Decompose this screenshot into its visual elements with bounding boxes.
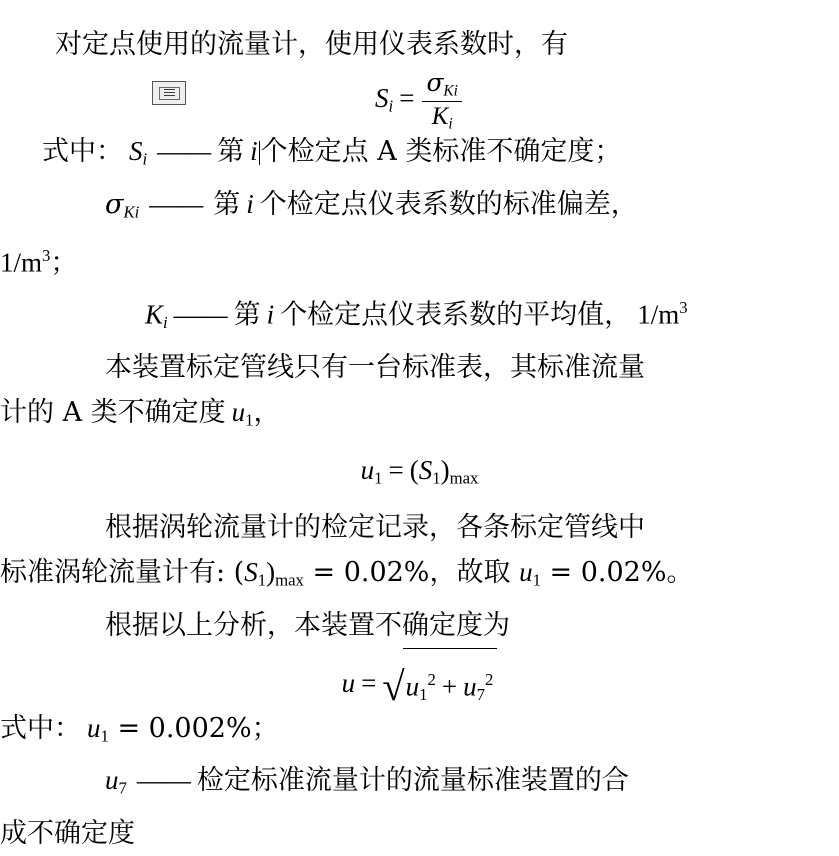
paragraph-5-line-2 <box>0 390 839 443</box>
paragraph-6-u-symbol: u <box>519 557 533 588</box>
paragraph-4-var-i: i <box>266 299 275 330</box>
paragraph-5-text-b-post: ， <box>253 396 281 428</box>
paragraph-10 <box>0 811 839 856</box>
paragraph-8-symbol-sub: 1 <box>100 726 109 746</box>
paragraph-3-text-a: 第 <box>213 188 241 220</box>
paragraph-4-symbol: K <box>145 299 164 330</box>
equation-3 <box>0 648 839 710</box>
equation-1-lhs-sub: i <box>388 96 394 116</box>
paragraph-8-prefix: 式中： <box>0 712 81 744</box>
paragraph-2-prefix: 式中： <box>42 136 123 167</box>
paragraph-1-text: 对定点使用的流量计，使用仪表系数时，有 <box>55 29 568 60</box>
paragraph-3-units-sup: 3 <box>42 246 51 266</box>
equation-1-equals: = <box>399 82 415 113</box>
equation-3-radicand <box>403 648 498 724</box>
equation-2 <box>0 442 839 501</box>
paragraph-6-u-value: = 0.02%。 <box>540 557 694 589</box>
paragraph-3-var-i: i <box>246 188 254 219</box>
paragraph-3-units-tail: ； <box>50 247 78 279</box>
paragraph-3-units: 1/m <box>0 247 43 278</box>
equation-2-rhs-sub: 1 <box>432 469 441 489</box>
paragraph-9-symbol-sub: 7 <box>118 779 127 799</box>
paragraph-1 <box>0 0 839 67</box>
paragraph-6-line-1 <box>0 501 839 550</box>
paragraph-6-u-sub: 1 <box>532 570 541 590</box>
paragraph-4-units-sup: 3 <box>679 297 688 317</box>
paragraph-5-text-b-pre: 计的 A 类不确定度 <box>0 396 226 428</box>
equation-1 <box>0 69 839 132</box>
paragraph-5-text-a: 本装置标定管线只有一台标准表，其标准流量 <box>105 351 645 383</box>
paragraph-9-dash: —— <box>136 765 191 796</box>
equation-1-numerator-sub: Ki <box>443 82 458 100</box>
paragraph-2 <box>0 129 839 182</box>
paragraph-6-close-paren: ) <box>266 557 276 588</box>
paragraph-5-line-1 <box>0 345 839 390</box>
paragraph-6-line-2 <box>0 550 839 603</box>
equation-3-term1-sub: 1 <box>419 684 428 704</box>
equation-3-term1-sup: 2 <box>427 669 436 689</box>
equation-2-rhs: S <box>418 455 433 486</box>
paragraph-4-symbol-sub: i <box>163 312 168 332</box>
paragraph-2-var-i: i <box>250 136 258 166</box>
paragraph-10-text: 成不确定度 <box>0 818 135 850</box>
paragraph-4-text-b: 个检定点仪表系数的平均值， <box>280 299 632 331</box>
equation-1-denominator-symbol: K <box>431 102 449 130</box>
equation-2-lhs: u <box>360 455 375 486</box>
paragraph-3-dash: —— <box>149 188 204 219</box>
equation-1-fraction <box>422 69 462 132</box>
equation-1-denominator <box>422 102 462 133</box>
equation-3-term2-sup: 2 <box>484 669 494 689</box>
equation-1-numerator-symbol: σ <box>426 68 444 97</box>
equation-1-numerator <box>422 69 462 102</box>
equation-1-lhs: S <box>375 82 389 113</box>
paragraph-5-symbol: u <box>231 396 246 427</box>
paragraph-6-text-a: 根据涡轮流量计的检定记录，各条标定管线中 <box>105 512 645 544</box>
paragraph-3-symbol-sub: Ki <box>123 202 140 222</box>
paragraph-4-text-a: 第 <box>233 299 261 331</box>
equation-3-plus: + <box>441 671 458 702</box>
paragraph-3-text-b: 个检定点仪表系数的标准偏差， <box>259 188 638 220</box>
paragraph-2-symbol-sub: i <box>142 149 148 169</box>
paragraph-9-symbol: u <box>105 765 119 796</box>
paragraph-7 <box>0 603 839 648</box>
paragraph-3-units-line <box>0 234 839 285</box>
equation-3-sqrt <box>382 648 497 724</box>
paragraph-3-symbol: σ <box>105 188 124 220</box>
text-caret <box>259 141 260 165</box>
paragraph-4 <box>0 286 839 345</box>
paragraph-5-symbol-sub: 1 <box>245 410 254 430</box>
equation-2-close-paren: ) <box>440 455 450 486</box>
paragraph-3 <box>0 182 839 235</box>
equation-1-row <box>0 67 839 132</box>
paragraph-8-symbol: u <box>87 712 101 743</box>
paragraph-6-s-symbol: S <box>244 557 258 588</box>
paragraph-7-text: 根据以上分析，本装置不确定度为 <box>105 609 510 641</box>
equation-2-open-paren: ( <box>409 455 419 486</box>
paragraph-9-text: 检定标准流量计的流量标准装置的合 <box>196 765 629 797</box>
paragraph-6-text-b-pre: 标准涡轮流量计有: ( <box>0 557 245 589</box>
equation-3-term1: u <box>405 671 420 702</box>
equation-2-lhs-sub: 1 <box>374 469 383 489</box>
paragraph-9 <box>0 758 839 811</box>
equation-3-term2-sub: 7 <box>476 684 485 704</box>
paragraph-4-dash: —— <box>173 299 228 330</box>
paragraph-2-text-b: 个检定点 A 类标准不确定度； <box>260 136 622 167</box>
equation-2-max-sub: max <box>449 469 479 489</box>
paragraph-2-dash: —— <box>157 136 212 166</box>
equation-1-denominator-sub: i <box>448 114 453 132</box>
paragraph-6-s-sub: 1 <box>257 570 267 590</box>
paragraph-6-equals-value: = 0.02%，故取 <box>303 557 520 589</box>
equation-2-equals: = <box>388 455 404 486</box>
equation-3-term2: u <box>463 671 477 702</box>
equation-3-equals: = <box>361 668 377 699</box>
paragraph-4-units: 1/m <box>637 299 680 330</box>
paragraph-8-value: = 0.002%； <box>108 712 279 744</box>
radical-icon: √ <box>382 664 405 710</box>
paragraph-2-symbol: S <box>129 136 143 166</box>
equation-3-lhs: u <box>341 668 356 699</box>
paragraph-6-max-sub: max <box>275 570 304 590</box>
paragraph-2-text-a: 第 <box>217 136 245 167</box>
